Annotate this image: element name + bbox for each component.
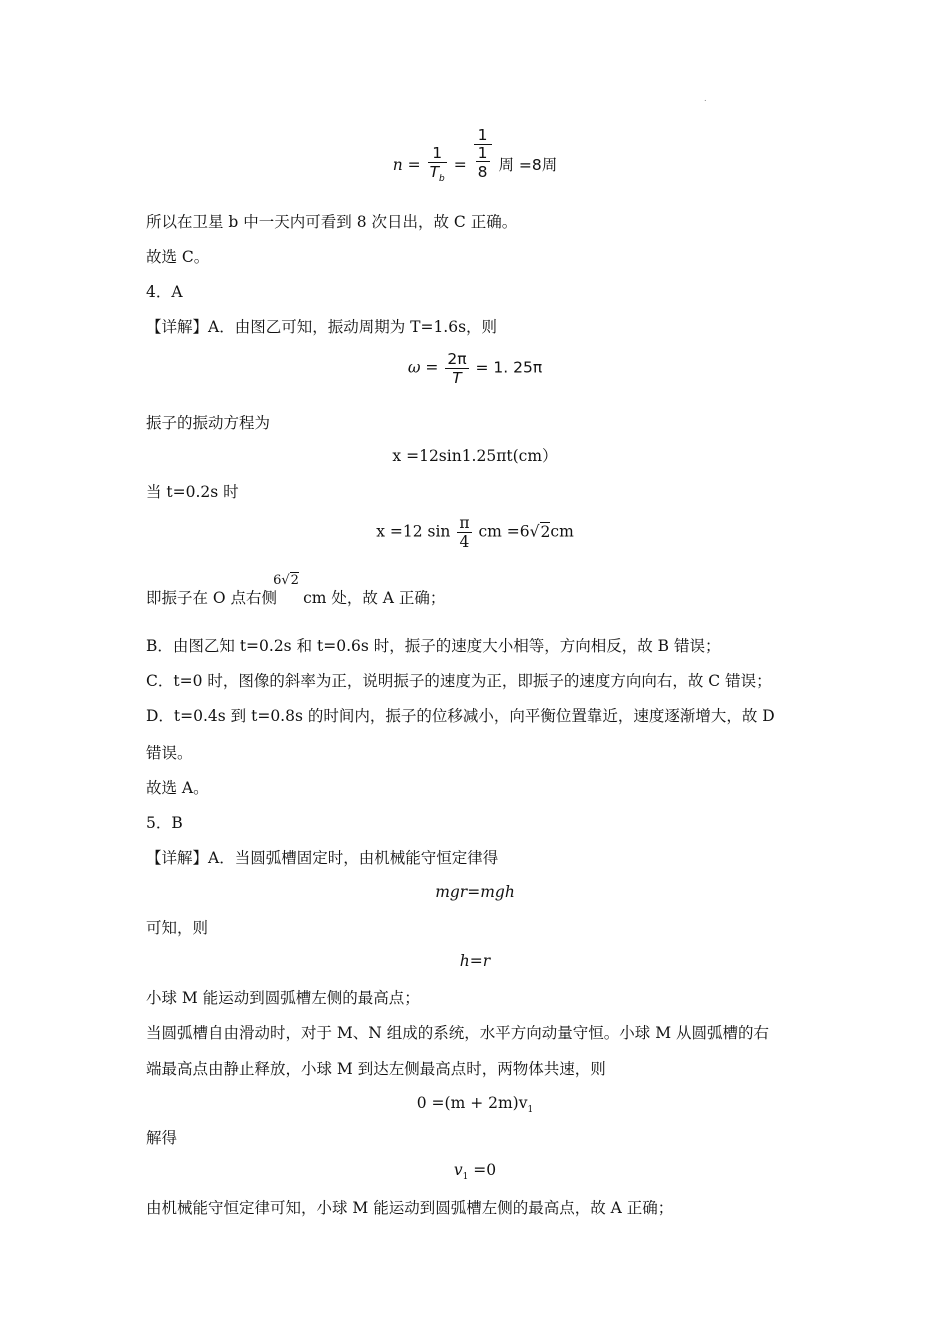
question-4-option-d-cont: 错误。 (146, 744, 193, 762)
eq-n-frac1 (428, 144, 447, 188)
question-4-option-c: C．t=0 时，图像的斜率为正，说明振子的速度为正，即振子的速度方向向右，故 C 错误； (146, 672, 772, 690)
eq-omega-result: = 1. 25π (475, 358, 543, 377)
equation-omega: ω = $\frac{2\pi}{T}$ = 1. 25π (407, 350, 543, 387)
eq-v1-rhs: =0 (468, 1161, 497, 1179)
eq-n-lhs: n (392, 156, 403, 174)
equation-revolutions: n = $\frac{1}{T_b}$ = $\frac{1}{\frac{1}{8}}$ 周 =8周 (0, 126, 950, 188)
question-5-then: 可知，则 (146, 919, 209, 937)
question-5-conclusion: 由机械能守恒定律可知，小球 M 能运动到圆弧槽左侧的最高点，故 A 正确； (146, 1199, 674, 1217)
question-5-heading: 5．B (146, 814, 183, 832)
question-4-time: 当 t=0.2s 时 (146, 483, 239, 501)
equation-v1 (0, 1161, 950, 1182)
position-text-before: 即振子在 O 点右侧 (146, 589, 278, 607)
eq-n-frac2 (474, 126, 492, 182)
question-4-option-b: B．由图乙知 t=0.2s 和 t=0.6s 时，振子的速度大小相等，方向相反，故 B 错误； (146, 637, 721, 655)
question-5-momentum: 当圆弧槽自由滑动时，对于 M、N 组成的系统，水平方向动量守恒。小球 M 从圆弧槽的右 (146, 1024, 770, 1042)
decorative-dot: . (704, 94, 707, 103)
eq-x2-num: π (459, 514, 470, 532)
eq-omega-frac (445, 350, 468, 387)
question-4-detail: 【详解】A．由图乙可知，振动周期为 T=1.6s，则 (146, 318, 498, 336)
question-5-highest-point: 小球 M 能运动到圆弧槽左侧的最高点； (146, 989, 420, 1007)
question-4-option-d: D．t=0.4s 到 t=0.8s 的时间内，振子的位移减小，向平衡位置靠近，速度逐渐增大，故 D (146, 707, 775, 725)
question-4-heading: 4．A (146, 283, 183, 301)
question-5-detail: 【详解】A．当圆弧槽固定时，由机械能守恒定律得 (146, 849, 499, 867)
paragraph-sunrise: 所以在卫星 b 中一天内可看到 8 次日出，故 C 正确。 (146, 213, 518, 231)
question-5-release: 端最高点由静止释放，小球 M 到达左侧最高点时，两物体共速，则 (146, 1060, 606, 1078)
eq-v1-sub: 1 (462, 1172, 469, 1182)
eq-x2-frac (457, 514, 471, 551)
eq-x2-den: 4 (457, 532, 471, 551)
answer-c: 故选 C。 (146, 248, 210, 266)
eq-x2-rhs: cm =6 (478, 522, 530, 541)
question-5-solve: 解得 (146, 1129, 178, 1147)
equation-x-general: x =12sin1.25πt(cm） (392, 447, 558, 465)
eq-v1-v: v (453, 1161, 463, 1179)
eq-n-frac2-den: $\frac{1}{8}$ (474, 144, 492, 182)
eq-x2-unit: cm (550, 522, 574, 541)
eq-omega-lhs: ω (407, 358, 421, 377)
eq-n-unit: 周 (498, 156, 514, 174)
equation-height: h=r (459, 952, 491, 970)
eq-omega-num: 2π (447, 350, 467, 368)
eq-n-frac2-num: 1 (477, 126, 488, 144)
eq-n-frac1-num: 1 (432, 144, 443, 162)
equation-energy: mgr=mgh (435, 883, 515, 901)
question-4-position (146, 573, 810, 608)
eq-mom-sub: 1 (527, 1105, 534, 1115)
position-sup: 6√2 (273, 573, 299, 588)
eq-x2-sqrt: 2 (540, 522, 551, 541)
eq-n-result: =8周 (518, 156, 558, 174)
position-text-after: cm 处，故 A 正确； (303, 589, 446, 607)
equation-momentum (0, 1094, 950, 1115)
eq-n-frac1-den: $T_b$ (428, 162, 447, 188)
eq-omega-den: T (445, 368, 468, 387)
equation-x-value: x =12 sin $\frac{\pi}{4}$ cm =6√2cm (376, 514, 574, 551)
eq-x2-lhs: x =12 sin (376, 522, 451, 541)
eq-mom-lhs: 0 =(m + 2m)v (416, 1094, 528, 1112)
answer-a: 故选 A。 (146, 779, 209, 797)
question-4-equation-intro: 振子的振动方程为 (146, 414, 271, 432)
